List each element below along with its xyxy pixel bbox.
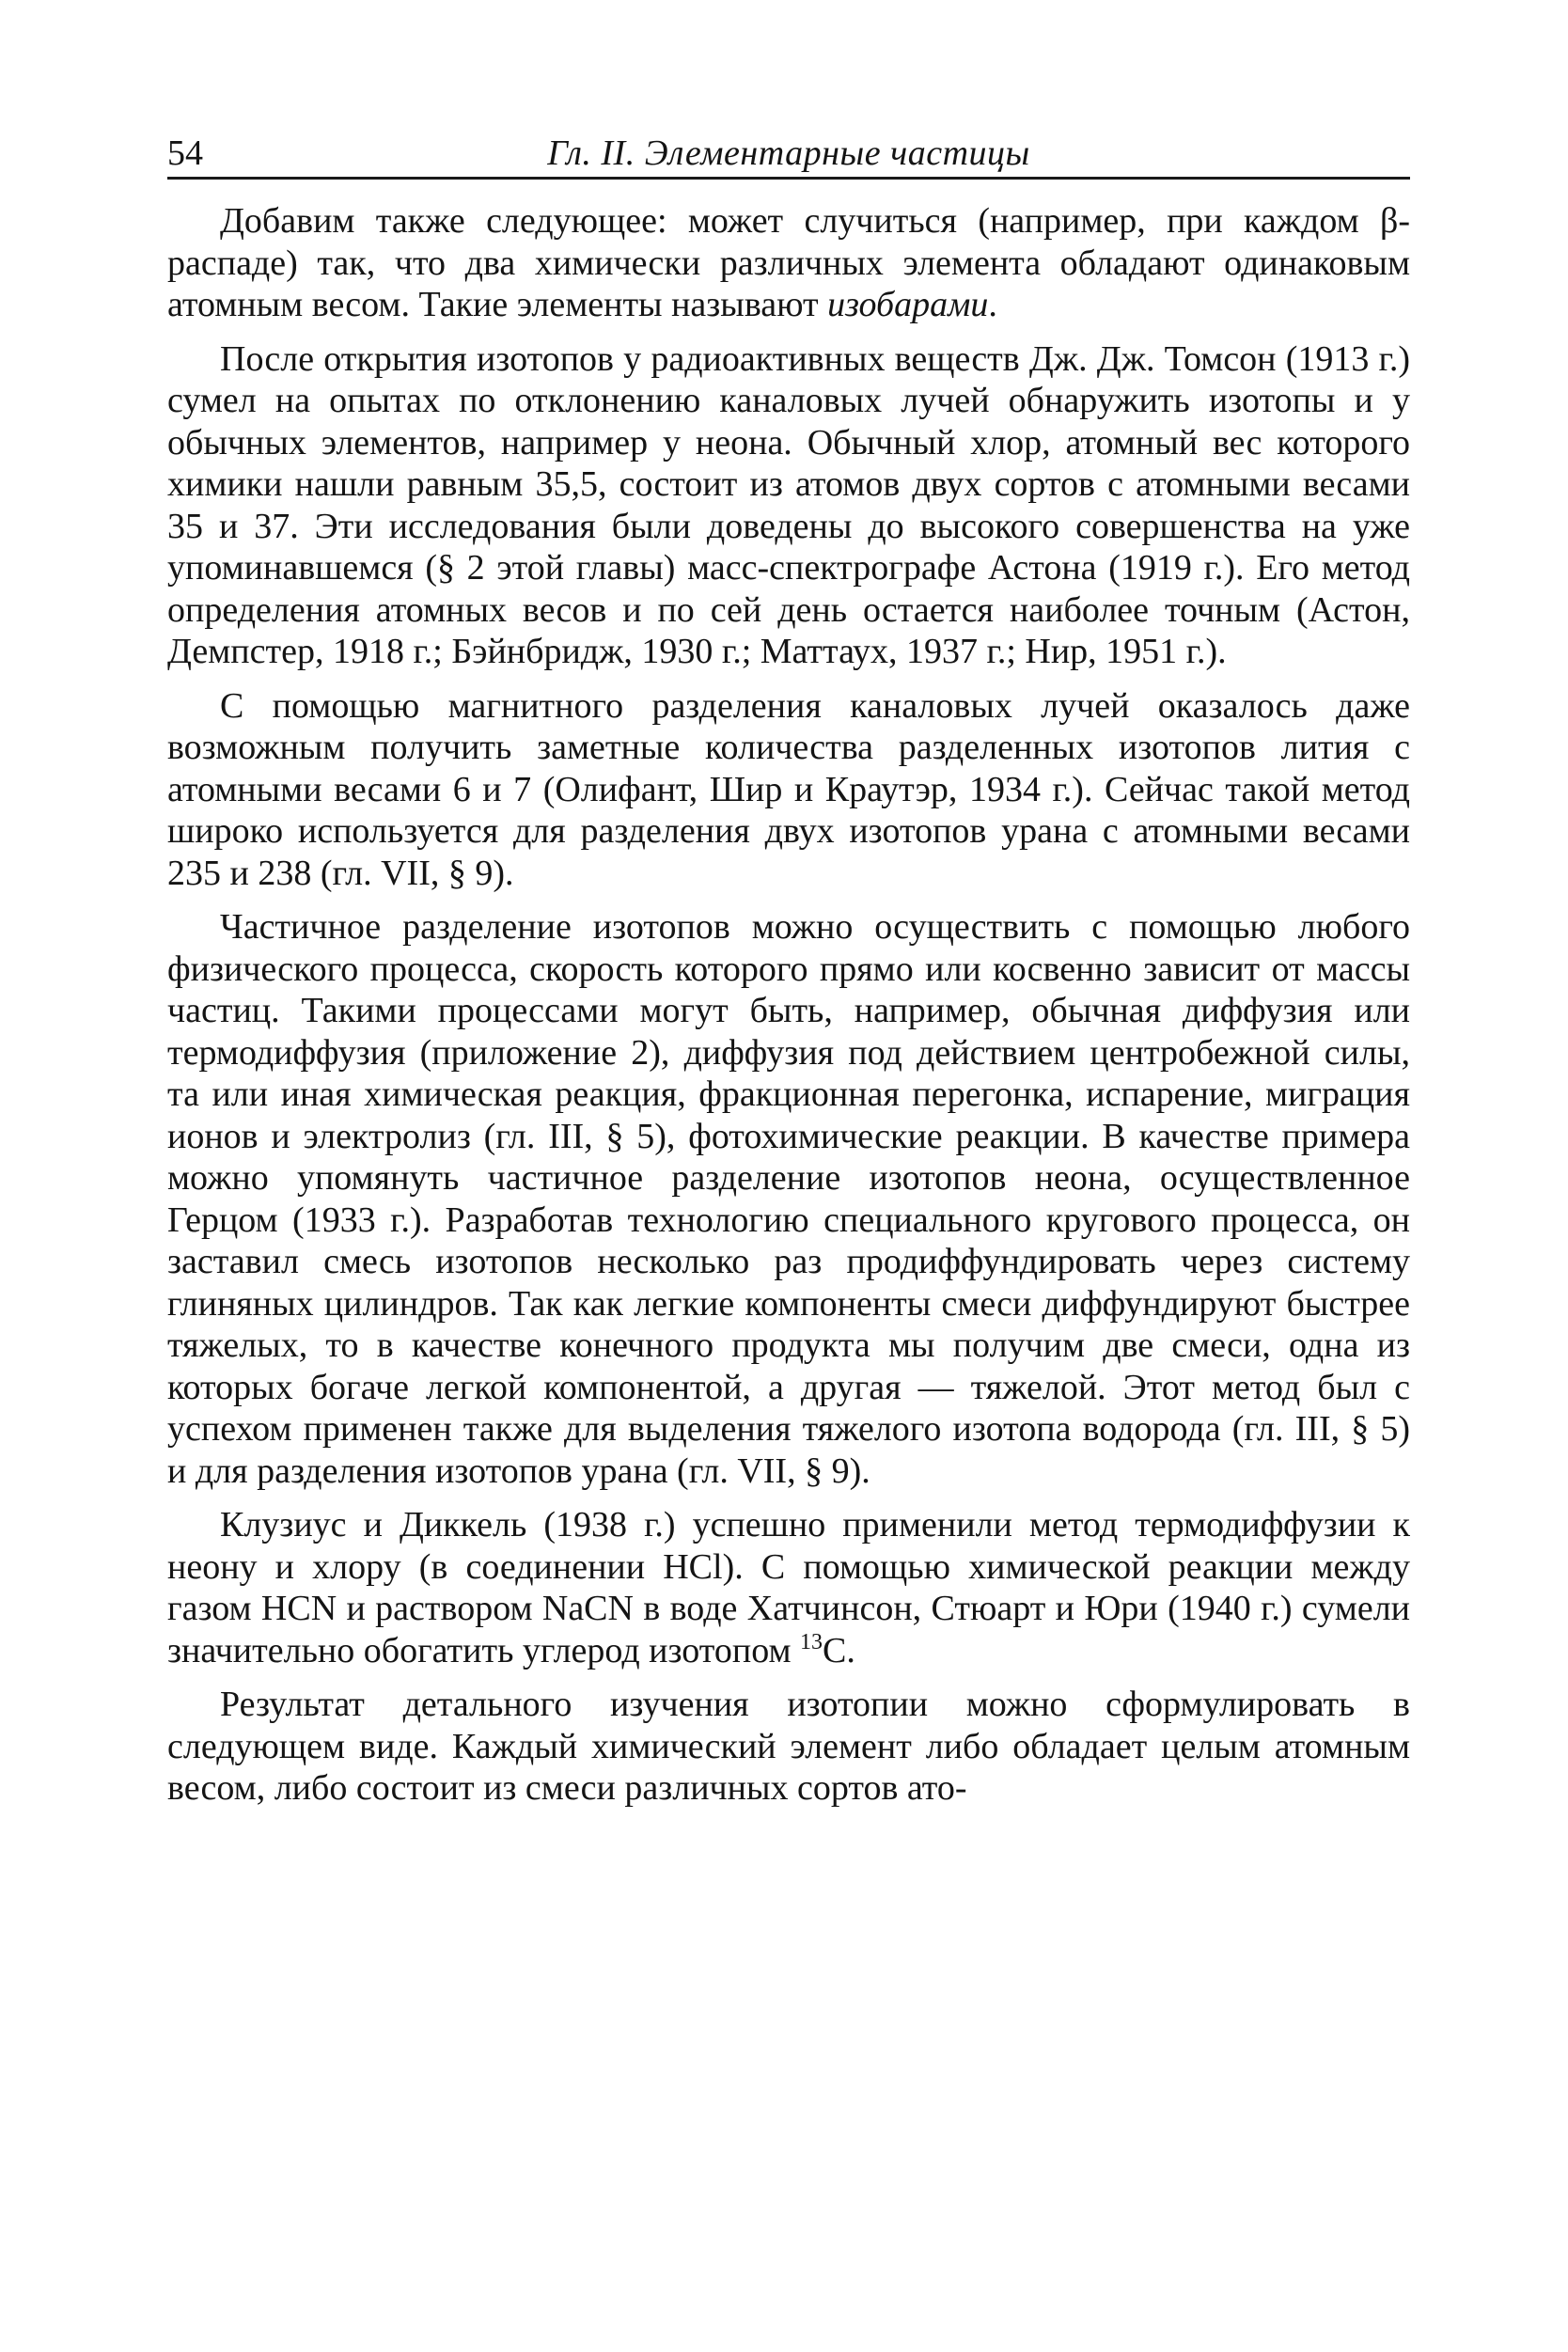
paragraph-end: C. — [823, 1630, 855, 1670]
body-text — [167, 200, 1410, 1810]
isotope-mass-number: 13 — [800, 1629, 823, 1654]
paragraph-thermodiffusion — [167, 1504, 1410, 1671]
italic-term-isobars: изобарами — [827, 285, 989, 324]
paragraph-isotopy-result: Результат детального изучения изотопии можно сформулировать в следующем виде. Каждый химический элемент либо обладает целым атомным весом, либо состоит из смеси различных сортов ато- — [167, 1685, 1410, 1808]
chapter-title: Гл. II. Элементарные частицы — [547, 133, 1030, 173]
page-number: 54 — [167, 133, 203, 173]
paragraph-text: Добавим также следующее: может случиться (например, при каждом β-распаде) так, что два химически различных элемента обладают одинаковым атомным весом. Такие элементы называют — [167, 201, 1410, 324]
paragraph-thomson-isotopes: После открытия изотопов у радиоактивных веществ Дж. Дж. Томсон (1913 г.) сумел на опытах по отклонению каналовых лучей обнаружить изотопы и у обычных элементов, например у неона. Обычный хлор, атомный вес которого химики нашли равным 35,5, состоит из атомов двух сортов с атомными весами 35 и 37. Эти исследования были доведены до высокого совершенства на уже упоминавшемся (§ 2 этой главы) масс-спектрографе Астона (1919 г.). Его метод определения атомных весов и по сей день остается наиболее точным (Астон, Демпстер, 1918 г.; Бэйнбридж, 1930 г.; Маттаух, 1937 г.; Нир, 1951 г.). — [167, 338, 1410, 671]
paragraph-isobars — [167, 200, 1410, 326]
paragraph-magnetic-separation: С помощью магнитного разделения каналовых лучей оказалось даже возможным получить заметные количества разделенных изотопов лития с атомными весами 6 и 7 (Олифант, Шир и Краутэр, 1934 г.). Сейчас такой метод широко используется для разделения двух изотопов урана с атомными весами 235 и 238 (гл. VII, § 9). — [167, 685, 1410, 893]
running-head — [167, 122, 1410, 180]
paragraph-partial-separation: Частичное разделение изотопов можно осуществить с помощью любого физического процесса, скорость которого прямо или косвенно зависит от массы частиц. Такими процессами могут быть, например, обычная диффузия или термодиффузия (приложение 2), диффузия под действием центробежной силы, та или иная химическая реакция, фракционная перегонка, испарение, миграция ионов и электролиз (гл. III, § 5), фотохимические реакции. В качестве примера можно упомянуть частичное разделение изотопов неона, осуществленное Герцом (1933 г.). Разработав технологию специального кругового процесса, он заставил смесь изотопов несколько раз продиффундировать через систему глиняных цилиндров. Так как легкие компоненты смеси диффундируют быстрее тяжелых, то в качестве конечного продукта мы получим две смеси, одна из которых богаче легкой компонентой, а другая — тяжелой. Этот метод был с успехом применен также для выделения тяжелого изотопа водорода (гл. III, § 5) и для разделения изотопов урана (гл. VII, § 9). — [167, 907, 1410, 1491]
paragraph-end: . — [988, 285, 997, 324]
paragraph-text: Клузиус и Диккель (1938 г.) успешно применили метод термодиффузии к неону и хлору (в соединении HCl). С помощью химической реакции между газом HCN и раствором NaCN в воде Хатчинсон, Стюарт и Юри (1940 г.) сумели значительно обогатить углерод изотопом — [167, 1505, 1410, 1670]
book-page — [167, 122, 1410, 1822]
